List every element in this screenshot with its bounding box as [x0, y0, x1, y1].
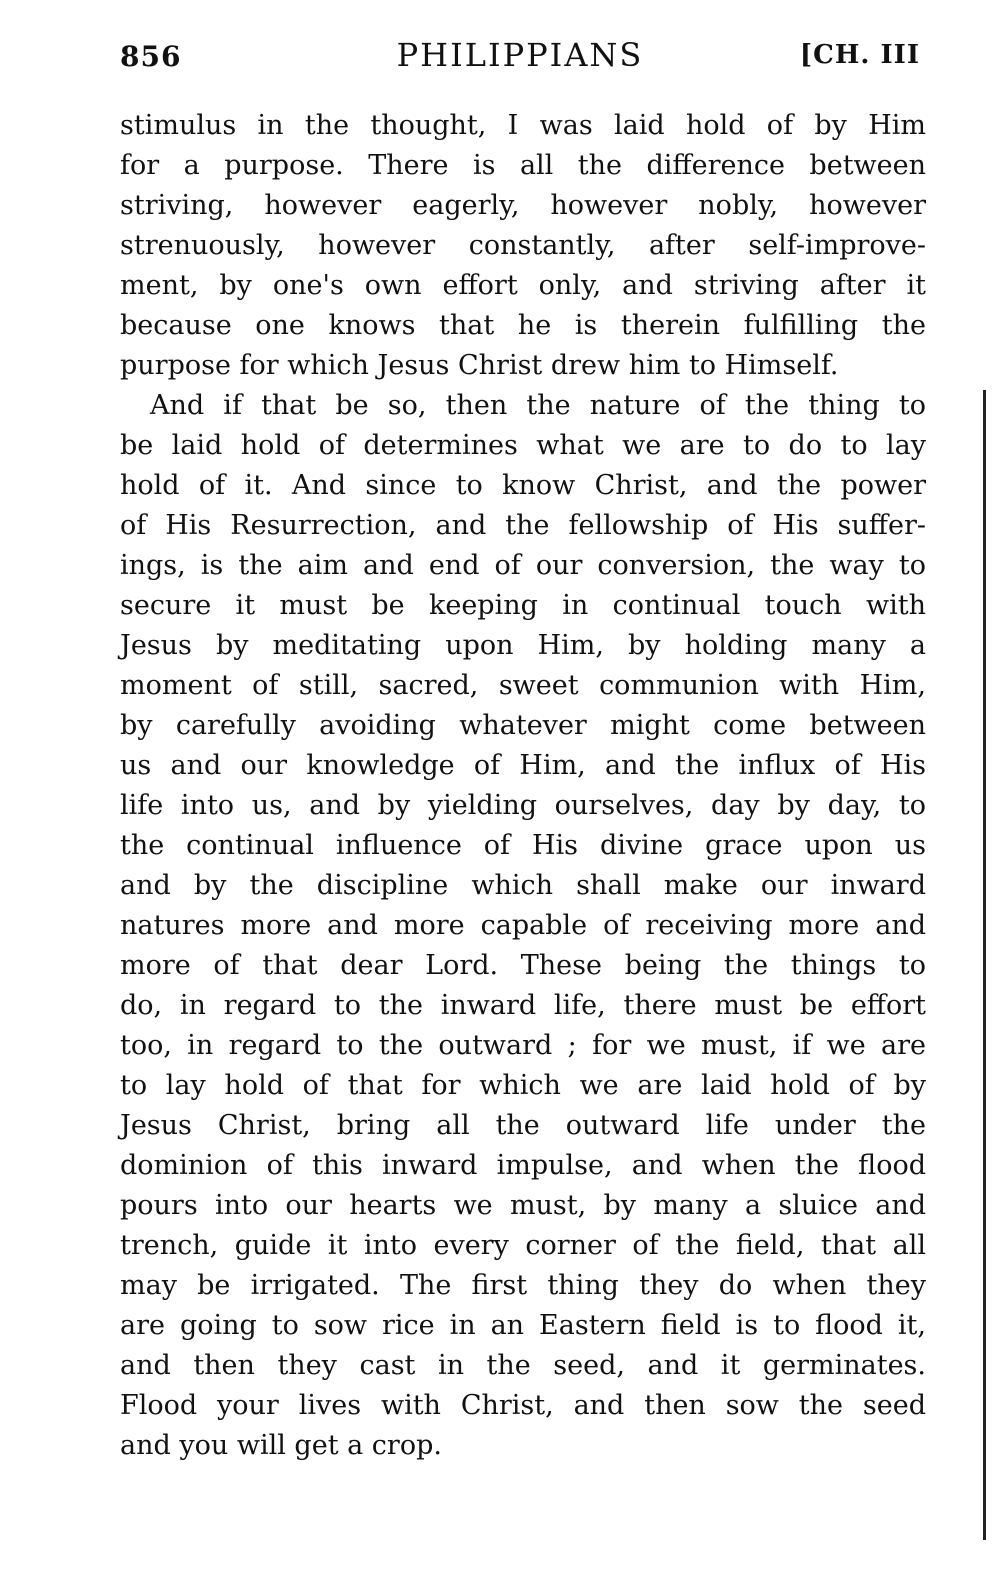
text-line: natures more and more capable of receiving more and: [120, 910, 926, 941]
text-line: may be irrigated. The first thing they do when they: [120, 1270, 926, 1301]
text-line: trench, guide it into every corner of the field, that all: [120, 1230, 926, 1261]
text-line: hold of it. And since to know Christ, and the power: [120, 470, 926, 501]
text-line: pours into our hearts we must, by many a sluice and: [120, 1190, 926, 1221]
text-line: and you will get a crop.: [120, 1430, 442, 1461]
page-header: [120, 36, 920, 86]
text-line: stimulus in the thought, I was laid hold of by Him: [120, 110, 926, 141]
text-line: for a purpose. There is all the difference between: [120, 150, 926, 181]
text-line: strenuously, however constantly, after self-improve-: [120, 230, 926, 261]
text-line: dominion of this inward impulse, and when the flood: [120, 1150, 926, 1181]
text-line: are going to sow rice in an Eastern field is to flood it,: [120, 1310, 926, 1341]
text-line: moment of still, sacred, sweet communion with Him,: [120, 670, 926, 701]
text-line: purpose for which Jesus Christ drew him to Himself.: [120, 350, 839, 381]
text-line: Flood your lives with Christ, and then sow the seed: [120, 1390, 926, 1421]
text-line: more of that dear Lord. These being the things to: [120, 950, 926, 981]
text-line: the continual influence of His divine grace upon us: [120, 830, 926, 861]
text-line: us and our knowledge of Him, and the influx of His: [120, 750, 926, 781]
text-line: do, in regard to the inward life, there must be effort: [120, 990, 926, 1021]
paragraph-1: [120, 106, 926, 386]
text-line: and by the discipline which shall make our inward: [120, 870, 926, 901]
text-line: Jesus Christ, bring all the outward life under the: [120, 1110, 926, 1141]
gutter-rule: [983, 390, 986, 1540]
body-text: [120, 106, 926, 1466]
running-title: PHILIPPIANS: [396, 36, 644, 74]
text-line: be laid hold of determines what we are to do to lay: [120, 430, 926, 461]
paragraph-2: [120, 386, 926, 1466]
text-line: striving, however eagerly, however nobly, however: [120, 190, 926, 221]
text-line: by carefully avoiding whatever might come between: [120, 710, 926, 741]
text-line: ment, by one's own effort only, and striving after it: [120, 270, 926, 301]
text-line: too, in regard to the outward ; for we must, if we are: [120, 1030, 926, 1061]
text-line: And if that be so, then the nature of the thing to: [150, 390, 926, 421]
text-line: ings, is the aim and end of our conversion, the way to: [120, 550, 926, 581]
text-line: life into us, and by yielding ourselves, day by day, to: [120, 790, 926, 821]
text-line: of His Resurrection, and the fellowship of His suffer-: [120, 510, 926, 541]
text-line: to lay hold of that for which we are laid hold of by: [120, 1070, 926, 1101]
chapter-reference: [CH. III: [799, 40, 920, 70]
page-number: 856: [120, 40, 182, 73]
text-line: secure it must be keeping in continual touch with: [120, 590, 926, 621]
text-line: Jesus by meditating upon Him, by holding many a: [120, 630, 926, 661]
text-line: and then they cast in the seed, and it germinates.: [120, 1350, 926, 1381]
text-line: because one knows that he is therein fulfilling the: [120, 310, 926, 341]
